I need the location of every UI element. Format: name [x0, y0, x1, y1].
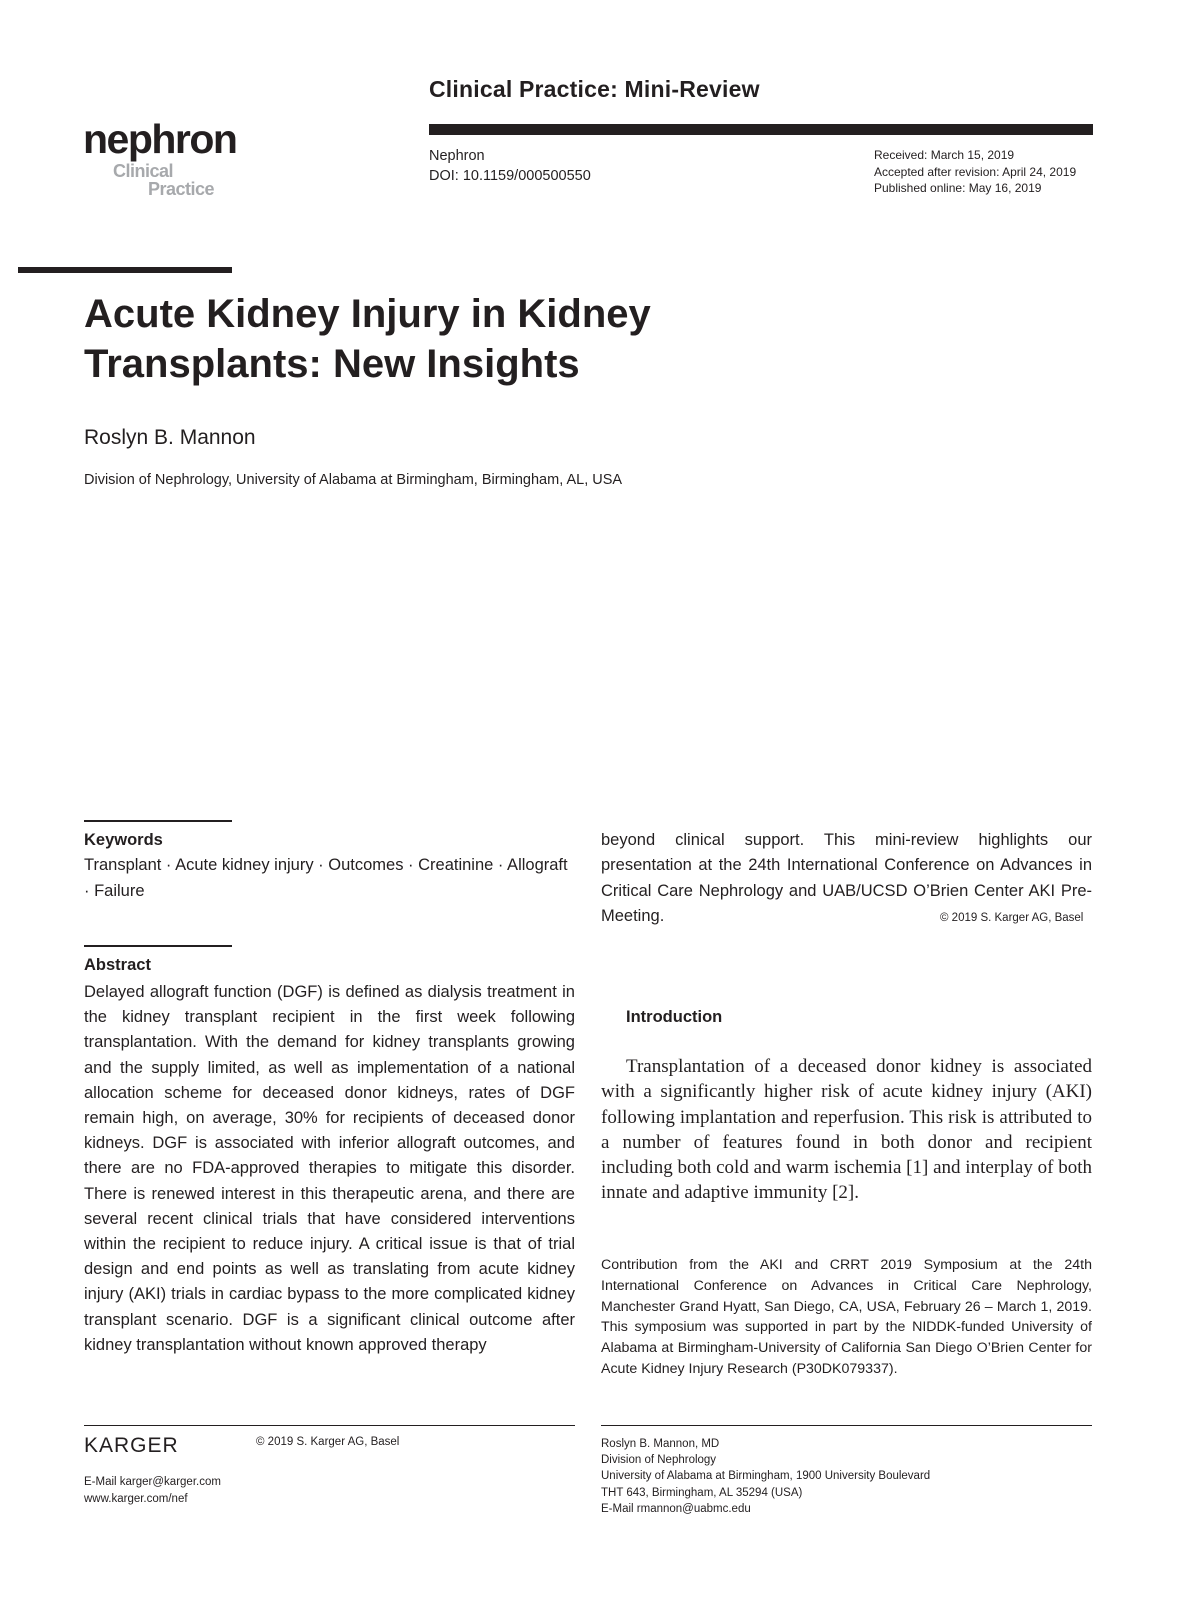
author-affiliation: Division of Nephrology, University of Alabama at Birmingham, Birmingham, AL, USA	[84, 472, 623, 488]
section-label: Clinical Practice: Mini-Review	[429, 76, 760, 102]
doi[interactable]: DOI: 10.1159/000500550	[429, 168, 591, 184]
abstract-continuation: beyond clinical support. This mini-review highlights our presentation at the 24th International Conference on Advances in Critical Care Nephrology and UAB/UCSD O’Brien Center AKI Pre-Meeting.	[601, 831, 1092, 926]
abstract-rule	[84, 945, 232, 947]
correspondence-name: Roslyn B. Mannon, MD	[601, 1438, 720, 1450]
keywords-heading: Keywords	[84, 831, 163, 849]
keywords-rule	[84, 820, 232, 822]
correspondence-address-1: University of Alabama at Birmingham, 1900 University Boulevard	[601, 1470, 931, 1483]
footer-copyright: © 2019 S. Karger AG, Basel	[256, 1436, 400, 1448]
publisher-email[interactable]: E-Mail karger@karger.com	[84, 1476, 221, 1488]
correspondence-email[interactable]: E-Mail rmannon@uabmc.edu	[601, 1502, 751, 1515]
correspondence-address-2: THT 643, Birmingham, AL 35294 (USA)	[601, 1486, 803, 1499]
article-title: Acute Kidney Injury in Kidney Transplants: New Insights	[84, 292, 651, 386]
journal-meta	[429, 146, 591, 186]
publisher-logo: KARGER	[84, 1434, 179, 1457]
abstract-copyright: © 2019 S. Karger AG, Basel	[940, 912, 1084, 924]
abstract-text: Delayed allograft function (DGF) is defined as dialysis treatment in the kidney transplant recipient in the first week following transplantation. With the demand for kidney transplants growing and the supply limited, as well as implementation of a national allocation scheme for deceased donor kidneys, rates of DGF remain high, on average, 30% for recipients of deceased donor kidneys. DGF is associated with inferior allograft outcomes, and there are no FDA-approved therapies to mitigate this disorder. There is renewed interest in this therapeutic arena, and there are several recent clinical trials that have considered interventions within the recipient to reduce injury. A critical issue is that of trial design and end points as well as translating from acute kidney injury (AKI) trials in cardiac bypass to the more complicated kidney transplant scenario. DGF is a significant clinical outcome after kidney transplantation without known approved therapy	[84, 983, 575, 1354]
journal-logo-subtitle-2: Practice	[148, 179, 215, 199]
footer-rule-right	[601, 1425, 1092, 1426]
introduction-heading: Introduction	[626, 1008, 723, 1026]
journal-logo: nephron	[83, 116, 237, 162]
contribution-note: Contribution from the AKI and CRRT 2019 Symposium at the 24th International Conference on Advances in Critical Care Nephrology, Manchester Grand Hyatt, San Diego, CA, USA, February 26 – March 1, 2019. This symposium was supported in part by the NIDDK-funded University of Alabama at Birmingham-University of California San Diego O’Brien Center for Acute Kidney Injury Research (P30DK079337).	[601, 1257, 1092, 1377]
abstract-heading: Abstract	[84, 956, 151, 974]
publisher-contact	[84, 1474, 221, 1508]
correspondence-dept: Division of Nephrology	[601, 1454, 717, 1467]
header-rule	[429, 124, 1093, 135]
introduction-text: Transplantation of a deceased donor kidney is associated with a significantly higher risk of acute kidney injury (AKI) following implantation and reperfusion. This risk is attributed to a number of features found in both donor and recipient including both cold and warm ischemia [1] and interplay of both innate and adaptive immunity [2].	[601, 1056, 1092, 1204]
published-date: Published online: May 16, 2019	[874, 181, 1042, 195]
journal-name: Nephron	[429, 148, 485, 164]
received-date: Received: March 15, 2019	[874, 148, 1015, 162]
journal-logo-subtitle-1: Clinical	[113, 161, 174, 181]
publisher-website[interactable]: www.karger.com/nef	[84, 1493, 188, 1505]
keywords-text: Transplant · Acute kidney injury · Outcomes · Creatinine · Allograft · Failure	[84, 856, 568, 900]
correspondence-block	[601, 1436, 930, 1517]
author-name: Roslyn B. Mannon	[84, 426, 256, 449]
title-rule	[18, 267, 232, 273]
article-dates	[874, 147, 1076, 197]
footer-rule-left	[84, 1425, 575, 1426]
accepted-date: Accepted after revision: April 24, 2019	[874, 164, 1077, 179]
